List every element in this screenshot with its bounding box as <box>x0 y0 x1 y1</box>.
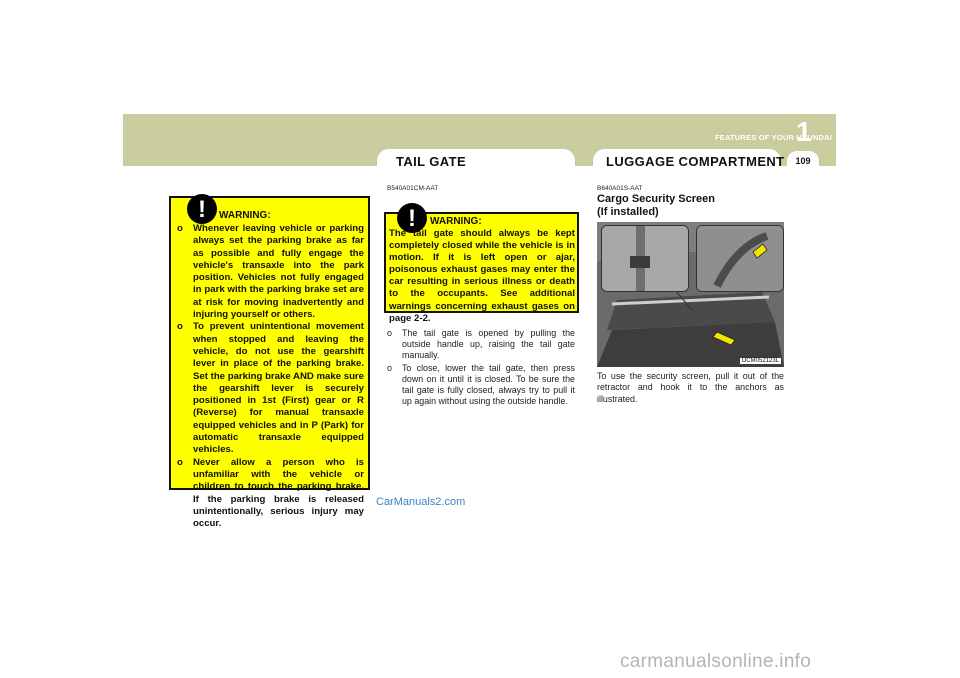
tail-gate-warning-text: The tail gate should always be kept completely closed while the vehicle is in motion. If it is left open or ajar, poisonous exhaust gases may enter the car resulting in serious illness or death to the occupants. See additional warnings concerning exhaust gases on page 2-2. <box>389 228 575 324</box>
luggage-code: B640A01S-AAT <box>597 185 643 192</box>
photo-inset-right <box>696 225 784 292</box>
tail-gate-instructions <box>387 328 575 408</box>
tail-gate-code: B540A01CM-AAT <box>387 185 439 192</box>
bullet-marker: o <box>177 223 183 234</box>
warning-exclamation-icon: ! <box>397 203 427 233</box>
chapter-number: 1 <box>796 116 812 147</box>
page-number: 109 <box>795 156 811 166</box>
list-item <box>387 363 575 408</box>
watermark-large: carmanualsonline.info <box>620 651 812 672</box>
list-item <box>387 328 575 362</box>
photo-code-label: OCM052123L <box>741 358 779 364</box>
bullet-marker: o <box>177 456 183 468</box>
bullet-text: The tail gate is opened by pulling the outside handle up, raising the tail gate manually. <box>402 328 575 361</box>
warning-exclamation-icon: ! <box>187 194 217 224</box>
section-title: FEATURES OF YOUR HYUNDAI <box>714 133 832 142</box>
photo-inset-left <box>601 225 689 292</box>
cargo-screen-subtitle: Cargo Security Screen <box>597 193 715 205</box>
cargo-screen-photo <box>597 222 784 367</box>
watermark-small: CarManuals2.com <box>376 496 466 508</box>
bullet-text: Whenever leaving vehicle or parking always set the parking brake as far as possible and fully engage the vehicle's transaxle into the park position. Vehicles not fully engaged in park with the parking brake set are at risk for moving inadvertently and injuring yourself or others. <box>193 223 364 321</box>
cargo-screen-subtitle-note: (If installed) <box>597 206 659 218</box>
parking-brake-warning-box <box>169 196 370 530</box>
tail-gate-heading: TAIL GATE <box>396 154 467 169</box>
tail-gate-warning-box <box>384 205 579 324</box>
bullet-marker: o <box>177 321 183 333</box>
bullet-text: Never allow a person who is unfamiliar with the vehicle or children to touch the parking brake. If the parking brake is released unintentionally, serious injury may occur. <box>193 456 364 530</box>
warning-bullet-list <box>177 223 364 530</box>
bullet-text: To close, lower the tail gate, then press down on it until it is closed. To be sure the tail gate is fully closed, always try to pull it up again without using the outside handle. <box>402 362 575 407</box>
warning-title: WARNING: <box>430 216 482 227</box>
list-item <box>177 457 364 531</box>
warning-title: WARNING: <box>219 210 271 221</box>
bullet-marker: o <box>387 328 392 338</box>
bullet-text: To prevent unintentional movement when stopped and leaving the vehicle, do not use the gearshift lever in place of the parking brake. Set the parking brake AND make sure the gearshift lever is securely positioned in 1st (First) gear or R (Reverse) for manual transaxle equipped vehicles and in P (Park) for automatic transaxle equipped vehicles. <box>193 321 364 456</box>
list-item <box>177 321 364 456</box>
luggage-heading: LUGGAGE COMPARTMENT <box>606 154 785 169</box>
cargo-screen-instructions: To use the security screen, pull it out of the retractor and hook it to the anchors as illustrated. <box>597 371 784 404</box>
bullet-marker: o <box>387 362 392 373</box>
list-item <box>177 223 364 321</box>
